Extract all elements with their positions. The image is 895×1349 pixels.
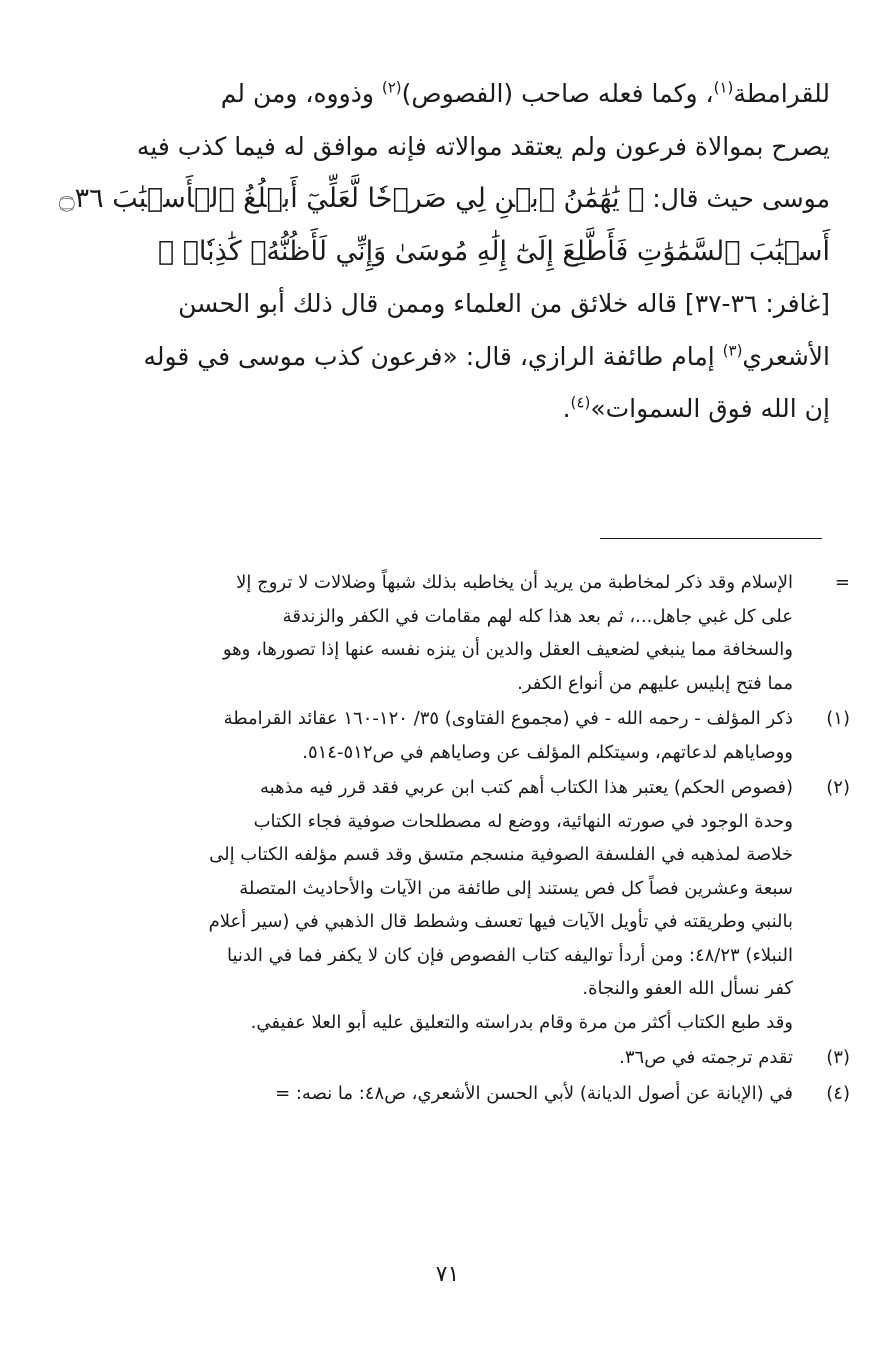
footnote-body (150, 1041, 793, 1075)
footnote-ref-4[interactable]: (٤) (570, 393, 591, 412)
footnote-line: (فصوص الحكم) يعتبر هذا الكتاب أهم كتب ابن عربي فقد قرر فيه مذهبه (259, 777, 793, 798)
footnote-body (150, 702, 793, 769)
text-run: . (562, 394, 571, 423)
footnote-line: وحدة الوجود في صورته النهائية، ووضع له مصطلحات صوفية فجاء الكتاب (253, 810, 793, 832)
main-line-3 (58, 173, 830, 226)
text-run: الأشعري (742, 341, 830, 371)
footnote-line: كفر نسأل الله العفو والنجاة. (582, 978, 793, 999)
footnote-line: تقدم ترجمته في ص٣٦. (619, 1047, 793, 1068)
footnote-ref-3[interactable]: (٣) (722, 341, 743, 360)
footnote-line: الإسلام وقد ذكر لمخاطبة من يريد أن يخاطبه بذلك شبهاً وضلالات لا تروج إلا (236, 572, 793, 593)
footnote-continuation (150, 566, 850, 700)
main-line-7 (150, 383, 830, 436)
footnote-ref-2[interactable]: (٢) (381, 78, 402, 97)
footnote-line: مما فتح إبليس عليهم من أنواع الكفر. (517, 672, 793, 694)
main-line-6 (143, 331, 830, 384)
footnote-line: سبعة وعشرين فصاً كل فص يستند إلى طائفة من الآيات والأحاديث المتصلة (239, 877, 793, 899)
footnote-ref-1[interactable]: (١) (713, 78, 734, 97)
text-run: ، وكما فعله صاحب (الفصوص) (401, 79, 714, 108)
page-number: ٧١ (435, 1262, 460, 1287)
footnotes-block (150, 566, 850, 1112)
main-line-4 (150, 226, 830, 279)
footnote-line: على كل غبي جاهل...، ثم بعد هذا كله لهم مقامات في الكفر والزندقة (282, 605, 793, 627)
footnote-1 (150, 702, 850, 769)
text-run: إمام طائفة الرازي، قال: «فرعون كذب موسى في قوله (143, 341, 723, 371)
footnote-line: النبلاء) ٤٨/٢٣: ومن أردأ تواليفه كتاب الفصوص فإن كان لا يكفر فما في الدنيا (227, 944, 793, 966)
continuation-marker: = (834, 572, 850, 593)
footnote-separator (600, 538, 822, 539)
footnote-line: في (الإبانة عن أصول الديانة) لأبي الحسن الأشعري، ص٤٨: ما نصه: = (275, 1082, 793, 1104)
main-line-2: يصرح بموالاة فرعون ولم يعتقد موالاته فإنه موافق له فيما كذب فيه (136, 131, 830, 161)
footnote-line: ووصاياهم لدعاتهم، وسيتكلم المؤلف عن وصاياهم في ص٥١٢-٥١٤. (302, 741, 793, 763)
footnote-line: وقد طبع الكتاب أكثر من مرة وقام بدراسته والتعليق عليه أبو العلا عفيفي. (250, 1011, 793, 1033)
main-line-1 (150, 68, 830, 121)
footnote-marker: (٢) (826, 777, 850, 798)
text-run: إن الله فوق السموات» (590, 394, 830, 423)
footnote-body (150, 771, 793, 1039)
main-text-block (58, 68, 830, 436)
footnote-marker: (٤) (826, 1082, 850, 1104)
text-run: موسى حيث قال: (644, 184, 830, 213)
footnote-marker: (١) (826, 708, 850, 729)
text-run: وذووه، ومن لم (220, 79, 382, 108)
footnote-body (150, 1077, 793, 1111)
footnote-body (150, 566, 793, 700)
quran-verse-part-2: أَسۡبَٰبَ ٱلسَّمَٰوَٰتِ فَأَطَّلِعَ إِلَىٰٓ إِلَٰهِ مُوسَىٰ وَإِنِّي لَأَظُنُّهُۥ كَٰذِبٗاۚ ﴾ (157, 235, 830, 267)
footnote-line: والسخافة مما ينبغي لضعيف العقل والدين أن ينزه نفسه عنها إذا تصورها، وهو (222, 639, 793, 660)
footnote-4 (150, 1077, 850, 1111)
footnote-3 (150, 1041, 850, 1075)
main-line-5: [غافر: ٣٦-٣٧] قاله خلائق من العلماء وممن قال ذلك أبو الحسن (178, 289, 830, 318)
text-run: للقرامطة (733, 79, 830, 108)
footnote-line: خلاصة لمذهبه في الفلسفة الصوفية منسجم متسق وقد قسم مؤلفه الكتاب إلى (209, 844, 793, 865)
footnote-marker: (٣) (826, 1047, 850, 1068)
footnote-2 (150, 771, 850, 1039)
footnote-line: ذكر المؤلف - رحمه الله - في (مجموع الفتاوى) ٣٥/ ١٢٠-١٦٠ عقائد القرامطة (223, 708, 793, 729)
footnote-line: بالنبي وطريقته في تأويل الآيات فيها تعسف وشطط قال الذهبي في (سير أعلام (208, 911, 793, 932)
quran-verse-part-1: ﴿ يَٰهَٰمَٰنُ ٱبۡنِ لِي صَرۡحٗا لَّعَلِّيٓ أَبۡلُغُ ٱلۡأَسۡبَٰبَ ۝٣٦ (58, 183, 645, 214)
